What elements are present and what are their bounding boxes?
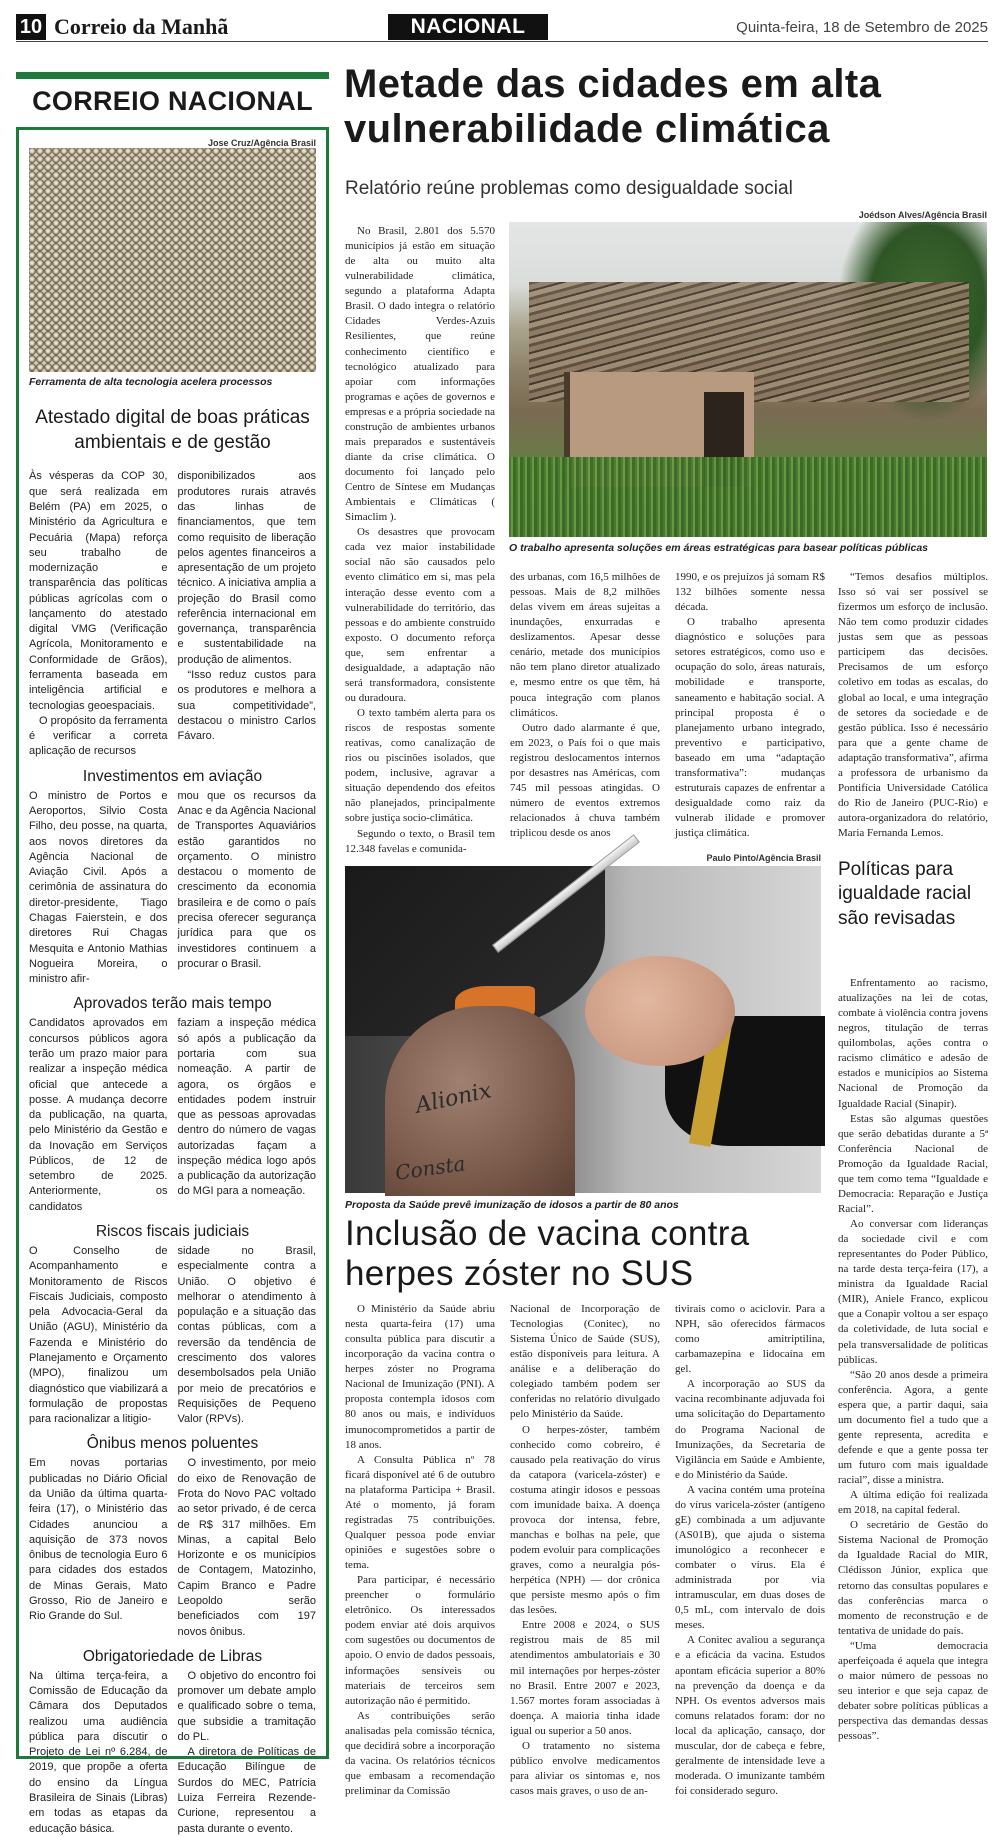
page-number: 10 bbox=[16, 14, 46, 40]
story-aviacao bbox=[29, 789, 316, 988]
photo-hand bbox=[585, 956, 735, 1066]
brief-heading: Aprovados terão mais tempo bbox=[73, 995, 272, 1013]
page-header bbox=[16, 14, 988, 42]
paragraph: Segundo o texto, o Brasil tem 12.348 favelas e comunida- bbox=[345, 827, 495, 855]
paragraph: Ao conversar com lideranças da sociedade civil e com representantes do Poder Público, na tarde desta terça-feira (17), a ministra da Igualdade Racial (MIR), Aniele Franco, explicou que a Conapir voltou a ser espaço da coletividade, de luta social e pela transversalidade de políticas públicas. bbox=[838, 1218, 988, 1366]
sidebar-correio-nacional bbox=[16, 72, 329, 1835]
paragraph: A Consulta Pública nº 78 ficará disponível até 6 de outubro na plataforma Participa + Brasil. Até o momento, já foram registradas 75 contribuições. Qualquer pessoa pode enviar opiniões e sugestões sobre o tema. bbox=[345, 1453, 495, 1572]
paragraph: O investimento, por meio do eixo de Renovação de Frota do Novo PAC voltado ao setor privado, é de cerca de R$ 317 milhões. Em Minas, a capital Belo Horizonte e os municípios de Contagem, Matozinho, Capim Branco e Padre Leopoldo serão beneficiados com 197 novos ônibus. bbox=[177, 1457, 316, 1638]
vaccination-photo bbox=[345, 866, 821, 1193]
story-atestado bbox=[29, 469, 316, 759]
photo-credit: Paulo Pinto/Agência Brasil bbox=[706, 853, 821, 863]
racial-equality-headline: Políticas para igualdade racial são revisadas bbox=[838, 859, 972, 929]
newspaper-name: Correio da Manhã bbox=[54, 14, 229, 39]
paragraph: O propósito da ferramenta é verificar a correta aplicação de recursos bbox=[29, 714, 168, 758]
story-aprovados bbox=[29, 1016, 316, 1215]
paragraph: O herpes-zóster, também conhecido como cobreiro, é causado pela reativação do vírus da catapora (varicela-zóster) e costuma atingir idosos e pessoas com imunidade baixa. A doença provoca dor intensa, febre, manchas e bolhas na pele, que podem evoluir para complicações graves, como a neuralgia pós-herpética (NPH) — dor crônica que persiste mesmo após o fim das lesões. bbox=[510, 1423, 660, 1617]
article3-column bbox=[838, 976, 988, 1744]
sidebar-title: CORREIO NACIONAL bbox=[32, 86, 313, 116]
paragraph: A diretora de Políticas de Educação Bilíngue de Surdos do MEC, Patrícia Luiza Ferreira Rezende-Curione, representou a pasta durante o evento. bbox=[177, 1746, 316, 1835]
paragraph: Candidatos aprovados em concursos públicos agora terão um prazo maior para realizar a inspeção médica oficial que antecede a posse. A mudança decorre da publicação, na quarta, pelo Ministério da Gestão e da Inovação em Serviços Públicos, de 12 de setembro de 2025. Anteriormente, os candidatos bbox=[29, 1017, 168, 1213]
article1-column-4 bbox=[838, 570, 988, 841]
paragraph: mou que os recursos da Anac e da Agência Nacional de Transportes Aquaviários estão garantidos no orçamento. O ministro destacou o momento de crescimento da economia brasileira e de como o país precisa oferecer segurança jurídica para que os investidores continuem a procurar o Brasil. bbox=[177, 789, 316, 970]
paragraph: “Uma democracia aperfeiçoada é aquela que integra o maior número de pessoas no seu interior e que seja capaz de debater sobre políticas públicas a perspectiva das demandas dessas pessoas”. bbox=[838, 1639, 988, 1743]
paragraph: A vacina contém uma proteína do vírus varicela-zóster (antígeno gE) combinada a um adjuvante (AS01B), que ajuda o sistema imunológico a reconhecer e combater o vírus. Ela é administrada por via intramuscular, em duas doses de 0,5 mL, com intervalo de dois meses. bbox=[675, 1483, 825, 1632]
grain-photo bbox=[29, 148, 316, 372]
photo-caption: O trabalho apresenta soluções em áreas estratégicas para basear políticas públicas bbox=[509, 542, 929, 554]
brief-heading: Riscos fiscais judiciais bbox=[95, 1223, 250, 1241]
issue-date: Quinta-feira, 18 de Setembro de 2025 bbox=[736, 19, 988, 36]
paragraph: disponibilizados aos produtores rurais através das linhas de financiamentos, que tem como requisito de liberação pelos agentes financeiros a apresentação de um projeto técnico. A iniciativa amplia a projeção do Brasil como referência internacional em governança, transparência e sustentabilidade na produção de alimentos. bbox=[177, 470, 316, 666]
paragraph: Entre 2008 e 2024, o SUS registrou mais de 85 mil atendimentos ambulatoriais e 30 mil internações por herpes-zóster no Brasil. Entre 2007 e 2023, 1.567 mortes foram associadas à doença. A maioria tinha idade igual ou superior a 50 anos. bbox=[510, 1619, 660, 1737]
section-label: NACIONAL bbox=[388, 14, 548, 40]
paragraph: faziam a inspeção médica só após a publicação da portaria com sua nomeação. A partir de agora, os órgãos e entidades podem instruir que as pessoas aprovadas dentro do número de vagas autorizadas façam a inspeção médica logo após a publicação da autorização do MGI para a nomeação. bbox=[177, 1017, 316, 1198]
brief-heading: Ônibus menos poluentes bbox=[86, 1435, 259, 1453]
paragraph: O Conselho de Acompanhamento e Monitoramento de Riscos Fiscais Judiciais, composto pela Advocacia-Geral da União (AGU), Ministério da Fazenda e Ministério do Planejamento e Orçamento (MPO), finalizou um diagnóstico que viabilizará a formulação de propostas para racionalizar a litigio- bbox=[29, 1245, 168, 1426]
paragraph: tivirais como o aciclovir. Para a NPH, são oferecidos fármacos como amitriptilina, carbamazepina e lidocaína em gel. bbox=[675, 1303, 825, 1376]
photo-grass bbox=[509, 457, 987, 537]
paragraph: Na última terça-feira, a Comissão de Educação da Câmara dos Deputados realizou uma audiência pública para discutir o Projeto de Lei nº 6.284, de 2019, que propõe a oferta do ensino da Língua Brasileira de Sinais (Libras) em todas as etapas da educação básica. bbox=[29, 1669, 168, 1835]
paragraph: O texto também alerta para os riscos de respostas somente reativas, como canalização de rios ou piscinões isolados, que podem, inclusive, agravar a situação dependendo dos efeitos não planejados, principalmente sobre justiça socio-climática. bbox=[345, 707, 495, 825]
brief-heading: Investimentos em aviação bbox=[82, 767, 263, 785]
photo-tattoo-text: Alionix bbox=[413, 1078, 494, 1119]
article1-column-1 bbox=[345, 224, 495, 857]
sidebar-box bbox=[16, 127, 329, 1835]
paragraph: O Ministério da Saúde abriu nesta quarta-feira (17) uma consulta pública para discutir a incorporação da vacina contra o herpes zóster no Programa Nacional de Imunização (PNI). A proposta contempla idosos com 80 anos ou mais, e indivíduos imunocomprometidos a partir de 18 anos. bbox=[345, 1303, 495, 1451]
sidebar-headline: Atestado digital de boas práticas ambientais e de gestão bbox=[35, 407, 310, 453]
story-onibus bbox=[29, 1456, 316, 1639]
story-riscos bbox=[29, 1244, 316, 1427]
paragraph: Estas são algumas questões que serão debatidas durante a 5ª Conferência Nacional de Promoção da Igualdade Racial, que tem como tema “Igualdade e Democracia: Reparação e Justiça Racial”. bbox=[838, 1112, 988, 1215]
photo-caption: Proposta da Saúde prevê imunização de idosos a partir de 80 anos bbox=[345, 1199, 679, 1211]
paragraph: Às vésperas da COP 30, que será realizada em Belém (PA) em 2025, o Ministério da Agricultura e Pecuária (Mapa) reforça seu trabalho de modernização e transparência das políticas públicas agrícolas com o lançamento do atestado digital VMG (Verificação Agrícola, Monitoramento e Conformidade de Grãos), ferramenta baseada em inteligência artificial e tecnologias geoespaciais. bbox=[29, 470, 168, 712]
article1-column-3 bbox=[675, 570, 825, 841]
paragraph: sidade no Brasil, especialmente contra a União. O objetivo é melhorar o atendimento à população e a situação das contas públicas, com a reversão da tendência de crescimento dos valores desembolsados pela União por meio de precatórios e Requisições de Pequeno Valor (RPVs). bbox=[177, 1245, 316, 1426]
paragraph: des urbanas, com 16,5 milhões de pessoas. Mais de 8,2 milhões delas vivem em áreas sujeitas a inundações, enxurradas e deslizamentos. Apesar desse cenário, metade dos municípios não tem plano diretor atualizado e, mesmo entre os que têm, há pouca integração com planos climáticos. bbox=[510, 571, 660, 719]
paragraph: “Temos desafios múltiplos. Isso só vai ser possível se fizermos um esforço de inclusão. Não tem como produzir cidades justas sem que as pessoas participem das decisões. Precisamos de um esforço coletivo em todas as escalas, do global ao local, e uma integração de setores da sociedade e de gestão pública. Isso é necessário para que a gente chame de adaptação transformativa”, afirma a professora de urbanismo da Pontifícia Universidade Católica do Rio de Janeiro (PUC-Rio) e autora-organizadora do relatório, Maria Fernanda Lemos. bbox=[838, 571, 988, 840]
paragraph: Em novas portarias publicadas no Diário Oficial da União da última quarta-feira (17), o Ministério das Cidades anunciou a aquisição de 373 novos ônibus de tecnologia Euro 6 para cidades dos estados de Minas Gerais, Mato Grosso, Rio de Janeiro e Rio Grande do Sul. bbox=[29, 1457, 168, 1623]
brief-heading: Obrigatoriedade de Libras bbox=[82, 1647, 263, 1665]
paragraph: Nacional de Incorporação de Tecnologias (Conitec), no Sistema Único de Saúde (SUS), estão disponíveis para leitura. A análise e a deliberação do colegiado também podem ser conferidas no relatório divulgado pelo Ministério da Saúde. bbox=[510, 1303, 660, 1421]
photo-credit: Jose Cruz/Agência Brasil bbox=[207, 138, 316, 148]
photo-caption: Ferramenta de alta tecnologia acelera processos bbox=[29, 376, 273, 388]
paragraph: O ministro de Portos e Aeroportos, Silvio Costa Filho, deu posse, na quarta, aos novos diretores da Agência Nacional de Aviação Civil. Após a cerimônia de assinatura do diretor-presidente, Tiago Chagas Faierstein, e dos diretores Rui Chagas Mesquita e Antonio Mathias Nogueira Moreira, o ministro afir- bbox=[29, 789, 168, 986]
paragraph: 1990, e os prejuízos já somam R$ 132 bilhões somente nessa década. bbox=[675, 571, 825, 614]
paragraph: A incorporação ao SUS da vacina recombinante adjuvada foi uma solicitação do Departamento do Programa Nacional de Imunizações, da Secretaria de Vigilância em Saúde e Ambiente, e do Ministério da Saúde. bbox=[675, 1378, 825, 1481]
main-headline: Metade das cidades em alta vulnerabilidade climática bbox=[344, 62, 882, 151]
article2-column-3 bbox=[675, 1302, 825, 1799]
article2-column-1 bbox=[345, 1302, 495, 1799]
paragraph: As contribuições serão analisadas pela comissão técnica, que decidirá sobre a incorporação da vacina. Os relatórios técnicos que embasam a recomendação preliminar da Comissão bbox=[345, 1709, 495, 1797]
paragraph: “Isso reduz custos para os produtores e melhora a sua competitividade”, destacou o ministro Carlos Fávaro. bbox=[177, 669, 316, 743]
paragraph: A última edição foi realizada em 2018, na capital federal. bbox=[838, 1489, 988, 1517]
photo-tattoo-text: Consta bbox=[393, 1151, 467, 1185]
main-subheadline: Relatório reúne problemas como desigualdade social bbox=[345, 178, 793, 199]
paragraph: O tratamento no sistema público envolve medicamentos para aliviar os sintomas e, nos casos mais graves, o uso de an- bbox=[510, 1739, 660, 1797]
paragraph: No Brasil, 2.801 dos 5.570 municípios já estão em situação de alta ou muito alta vulnerabilidade climática, segundo a plataforma Adapta Brasil. O dado integra o relatório Cidades Verdes-Azuis Resilientes, que reúne conhecimento científico e tecnológico atualizado para apoiar com informações programas e ações de governos e empresas e a própria sociedade na construção de ambientes urbanos mais preparados e sustentáveis diante da crise climática. O documento foi lançado pelo Centro de Síntese em Mudanças Ambientais e Climáticas ( Simaclim ). bbox=[345, 225, 495, 524]
paragraph: Outro dado alarmante é que, em 2023, o País foi o que mais registrou deslocamentos internos por desastres nas Américas, com 745 mil pessoas atingidas. O número de eventos extremos relacionados à chuva também triplicou desde os anos bbox=[510, 721, 660, 840]
ruined-house-photo bbox=[509, 222, 987, 537]
paragraph: O trabalho apresenta diagnóstico e soluções para setores estratégicos, como uso e ocupação do solo, áreas naturais, mobilidade e transporte, saneamento e habitação social. A principal proposta é o planejamento urbano integrado, preventivo e participativo, baseado em uma “adaptação transformativa”: mudanças estruturais capazes de enfrentar a desigualdade como raiz da vulnerab ilidade e promover justiça climática. bbox=[675, 616, 825, 840]
article1-column-2 bbox=[510, 570, 660, 841]
paragraph: A Conitec avaliou a segurança e a eficácia da vacina. Estudos apontam eficácia superior a 80% na prevenção da doença e da NPH. Os eventos adversos mais comuns relatados foram: dor no local da aplicação, cansaço, dor muscular, dor de cabeça e febre, geralmente de intensidade leve a moderada. O imunizante também foi considerado seguro. bbox=[675, 1634, 825, 1797]
paragraph: Enfrentamento ao racismo, atualizações na lei de cotas, combate à violência contra jovens negros, titulação de terras quilombolas, ações contra o racismo climático e adesão de estados e municípios ao Sistema Nacional de Promoção da Igualdade Racial (Sinapir). bbox=[838, 977, 988, 1110]
vaccine-headline: Inclusão de vacina contra herpes zóster no SUS bbox=[345, 1214, 750, 1293]
photo-credit: Joédson Alves/Agência Brasil bbox=[858, 210, 987, 220]
paragraph: Para participar, é necessário preencher o formulário eletrônico. Os interessados podem enviar até dois arquivos com sugestões ou documentos de apoio. O envio de dados pessoais, informações sensíveis ou materiais de terceiros sem autorização não é permitido. bbox=[345, 1574, 495, 1707]
sidebar-accent-bar bbox=[16, 72, 329, 79]
article2-column-2 bbox=[510, 1302, 660, 1799]
story-libras bbox=[29, 1669, 316, 1837]
paragraph: O secretário de Gestão do Sistema Nacional de Promoção da Igualdade Racial do MIR, Clédisson Júnior, explica que retorno das consultas populares e das conferências marca o momento de reconstrução e de tentativa de unidade do país. bbox=[838, 1519, 988, 1637]
paragraph: O objetivo do encontro foi promover um debate amplo e qualificado sobre o tema, que subsidie a tramitação do PL. bbox=[177, 1669, 316, 1743]
paragraph: “São 20 anos desde a primeira conferência. Agora, a gente espera que, a partir daqui, saia um documento fiel a tudo que a gente representa, acredita e defende e que a gente possa ter um futuro com mais igualdade racial”, disse a ministra. bbox=[838, 1368, 988, 1487]
paragraph: Os desastres que provocam cada vez maior instabilidade social não são causados pelo evento climático em si, mas pela interação desse evento com a vulnerabilidade do território, das pessoas e do ambiente construído exposto. O documento reforça que, sem enfrentar a desigualdade, a adaptação não será transformadora, consistente ou duradoura. bbox=[345, 526, 495, 704]
